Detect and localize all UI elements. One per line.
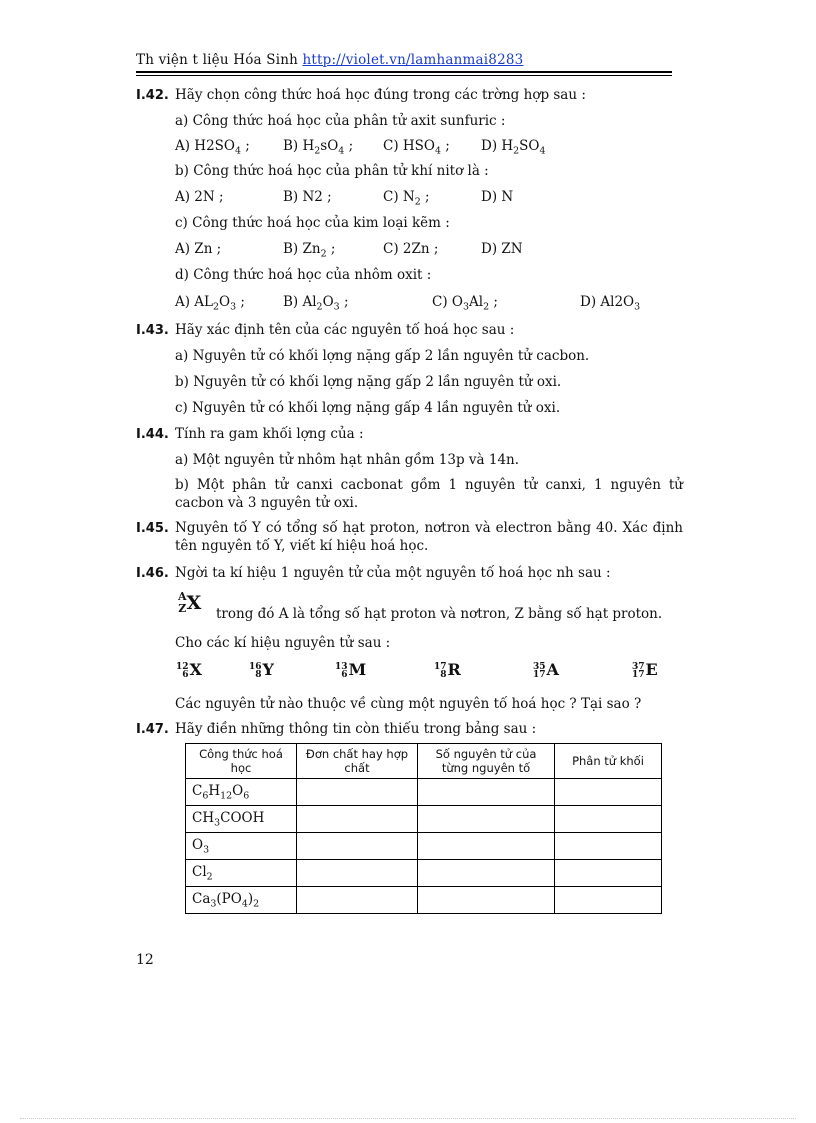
atom-symbol: 16 8Y [249, 660, 274, 680]
header-link[interactable]: http://violet.vn/lamhanmai8283 [302, 52, 524, 68]
formula-cell: $C_6H_{12}O_6$ [186, 779, 297, 806]
table-header: Đơn chất hay hợp chất [297, 744, 418, 779]
table-header: Số nguyên tử của từng nguyên tố [418, 744, 555, 779]
option: C) $HSO_4$ ; [383, 138, 450, 157]
header-rule-thin [136, 75, 672, 76]
sub-question: b) Một phân tử canxi cacbonat gồm 1 nguyên tử canxi, 1 nguyên tử cacbon và 3 nguyên tử oxi. [175, 477, 683, 511]
table-row [186, 779, 662, 806]
option: B) $Zn_2$ ; [283, 241, 336, 260]
question-number: I.47. [136, 722, 169, 737]
question-number: I.43. [136, 323, 169, 338]
table-cell[interactable] [418, 779, 555, 806]
symbol-description: trong đó A là tổng số hạt proton và nơtron, Z bằng số hạt proton. [216, 606, 663, 622]
table-cell[interactable] [555, 860, 662, 887]
table-cell[interactable] [297, 806, 418, 833]
question-text: Hãy xác định tên của các nguyên tố hoá học sau : [175, 322, 515, 338]
atom-symbol: 12 6X [176, 660, 202, 680]
atom-symbol: 13 6M [335, 660, 367, 680]
table-header: Công thức hoá học [186, 744, 297, 779]
option: C) $O_3Al_2$ ; [432, 294, 498, 313]
table-cell[interactable] [297, 860, 418, 887]
question-text: Nguyên tố Y có tổng số hạt proton, nơtron và electron bằng 40. Xác định tên nguyên tố Y, viết kí hiệu hoá học. [175, 520, 683, 554]
header-rule [136, 71, 672, 73]
sub-question: b) Công thức hoá học của phân tử khí nitơ là : [175, 163, 489, 179]
question-text: Tính ra gam khối lợng của : [175, 426, 364, 442]
sub-question: a) Một nguyên tử nhôm hạt nhân gồm 13p và 14n. [175, 452, 520, 468]
sub-question: a) Công thức hoá học của phân tử axit sunfuric : [175, 113, 506, 129]
table-row [186, 806, 662, 833]
question-text: Ngời ta kí hiệu 1 nguyên tử của một nguyên tố hoá học nh sau : [175, 565, 611, 581]
question-number: I.45. [136, 521, 169, 536]
formula-cell: $CH_3COOH$ [186, 806, 297, 833]
question-text: Các nguyên tử nào thuộc về cùng một nguyên tố hoá học ? Tại sao ? [175, 696, 642, 712]
sub-question: d) Công thức hoá học của nhôm oxit : [175, 267, 432, 283]
atom-symbol: 17 8R [434, 660, 461, 680]
given-text: Cho các kí hiệu nguyên tử sau : [175, 635, 391, 651]
formula-cell: $Ca_3(PO_4)_2$ [186, 887, 297, 914]
question-number: I.46. [136, 566, 169, 581]
generic-symbol: A ZX [178, 590, 202, 615]
table-cell[interactable] [555, 779, 662, 806]
option: A) $AL_2O_3$ ; [175, 294, 245, 313]
option: D) $Al2O_3$ [580, 294, 641, 313]
option: A) Zn ; [175, 241, 222, 257]
table-cell[interactable] [297, 887, 418, 914]
table-cell[interactable] [555, 806, 662, 833]
option: D) N [481, 189, 514, 205]
option: A) $H2SO_4$ ; [175, 138, 250, 157]
list-item: a) Nguyên tử có khối lợng nặng gấp 2 lần nguyên tử cacbon. [175, 348, 590, 364]
option: B) $Al_2O_3$ ; [283, 294, 349, 313]
table-cell[interactable] [297, 833, 418, 860]
header-title: Th viện t liệu Hóa Sinh [136, 52, 303, 68]
table-cell[interactable] [418, 833, 555, 860]
atom-symbol: 35 17A [533, 660, 559, 680]
formula-cell: $Cl_2$ [186, 860, 297, 887]
table-cell[interactable] [297, 779, 418, 806]
page-header [136, 52, 523, 68]
option: C) 2Zn ; [383, 241, 439, 257]
table-row [186, 860, 662, 887]
data-table [185, 743, 662, 914]
question-number: I.44. [136, 427, 169, 442]
question-text: Hãy chọn công thức hoá học đúng trong các trờng hợp sau : [175, 87, 586, 103]
option: B) $H_2sO_4$ ; [283, 138, 354, 157]
table-cell[interactable] [418, 887, 555, 914]
table-cell[interactable] [555, 833, 662, 860]
page-number: 12 [136, 952, 154, 968]
option: D) ZN [481, 241, 523, 257]
table-cell[interactable] [418, 860, 555, 887]
table-row [186, 833, 662, 860]
option: D) $H_2SO_4$ [481, 138, 546, 157]
atom-symbol: 37 17E [632, 660, 658, 680]
option: A) 2N ; [175, 189, 224, 205]
table-header-row [186, 744, 662, 779]
table-cell[interactable] [555, 887, 662, 914]
table-header: Phân tử khối [555, 744, 662, 779]
formula-cell: $O_3$ [186, 833, 297, 860]
sub-question: c) Công thức hoá học của kim loại kẽm : [175, 215, 450, 231]
table-row [186, 887, 662, 914]
question-text: Hãy điền những thông tin còn thiếu trong bảng sau : [175, 721, 537, 737]
option: C) $N_2$ ; [383, 189, 430, 208]
list-item: b) Nguyên tử có khối lợng nặng gấp 2 lần nguyên tử oxi. [175, 374, 562, 390]
question-number: I.42. [136, 88, 169, 103]
option: B) N2 ; [283, 189, 332, 205]
footer-divider [20, 1118, 796, 1119]
table-cell[interactable] [418, 806, 555, 833]
list-item: c) Nguyên tử có khối lợng nặng gấp 4 lần nguyên tử oxi. [175, 400, 561, 416]
